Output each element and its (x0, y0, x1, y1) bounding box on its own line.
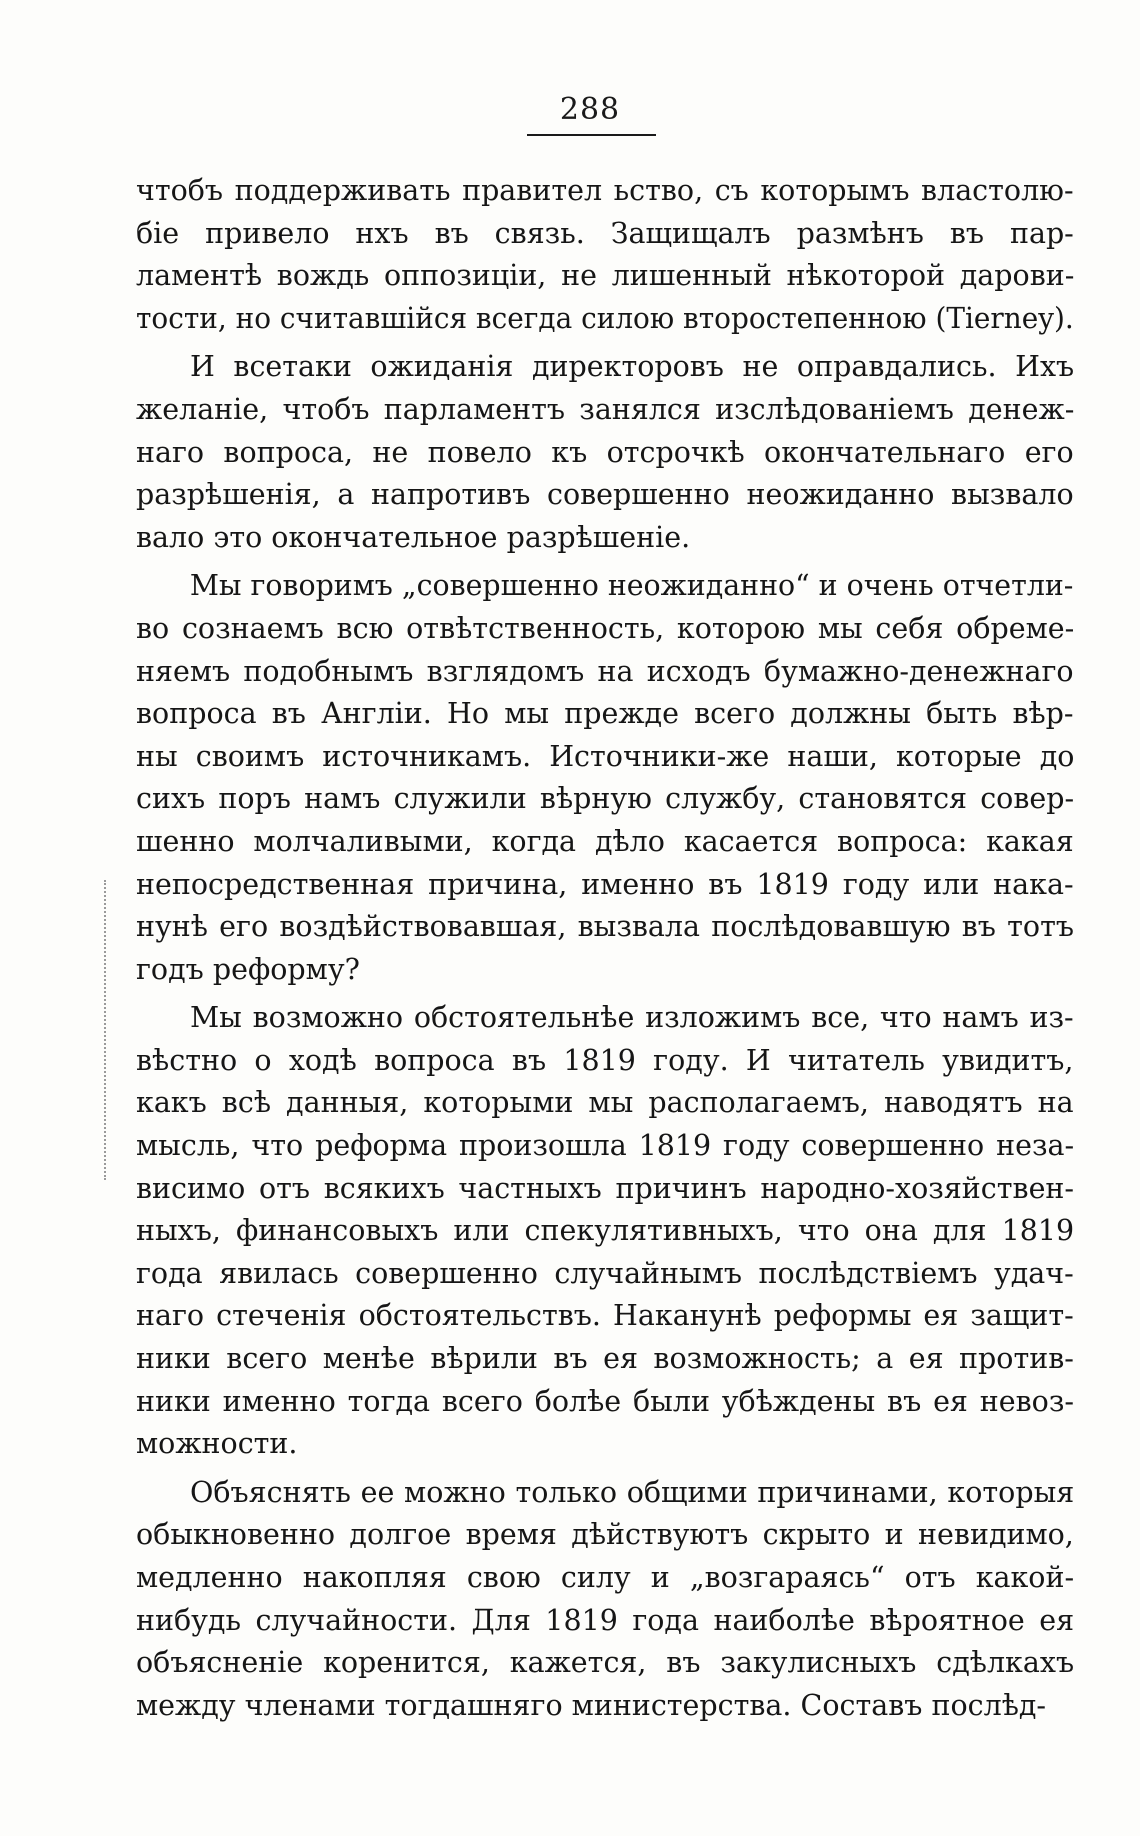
text-line: года явилась совершенно случайнымъ послѣдствіемъ удач- (136, 1256, 1074, 1290)
text-line: нунѣ его воздѣйствовавшая, вызвала послѣдовавшую въ тотъ (136, 910, 1074, 944)
text-line: мысль, что реформа произошла 1819 году совершенно неза- (136, 1129, 1075, 1163)
text-line: нибудь случайности. Для 1819 года наиболѣе вѣроятное ея (136, 1603, 1075, 1637)
text-line: Мы возможно обстоятельнѣе изложимъ все, что намъ из- (190, 1001, 1074, 1035)
paragraph (136, 346, 1074, 559)
text-line: тости, но считавшійся всегда силою второстепенною (Tierney). (136, 301, 1074, 335)
text-line: висимо отъ всякихъ частныхъ причинъ народно-хозяйствен- (136, 1171, 1075, 1205)
text-line: чтобъ поддерживать правител ьство, съ которымъ властолю- (136, 174, 1074, 207)
text-line: ныхъ, финансовыхъ или спекулятивныхъ, что она для 1819 (136, 1214, 1075, 1248)
text-line: Объяснять ее можно только общими причинами, которыя (190, 1475, 1075, 1509)
text-line: медленно накопляя свою силу и „возгараясь“ отъ какой- (136, 1561, 1075, 1594)
text-line: сихъ поръ намъ служили вѣрную службу, становятся совер- (136, 782, 1075, 816)
text-line: наго стеченія обстоятельствъ. Наканунѣ реформы ея защит- (136, 1299, 1074, 1333)
paragraph (136, 170, 1074, 340)
text-line: разрѣшенія, а напротивъ совершенно неожиданно вызвало (136, 478, 1074, 512)
text-line: няемъ подобнымъ взглядомъ на исходъ бумажно-денежнаго (136, 654, 1074, 688)
text-line: вопроса въ Англіи. Но мы прежде всего должны быть вѣр- (136, 697, 1074, 731)
text-line: ламентѣ вождь оппозиціи, не лишенный нѣкоторой дарови- (136, 259, 1075, 293)
text-line: Мы говоримъ „совершенно неожиданно“ и очень отчетли- (189, 569, 1074, 603)
page-number-rule (527, 134, 656, 136)
text-line: ники именно тогда всего болѣе были убѣждены въ ея невоз- (136, 1384, 1074, 1418)
text-line: наго вопроса, не повело къ отсрочкѣ окончательнаго его (136, 435, 1074, 469)
text-line: какъ всѣ данныя, которыми мы располагаемъ, наводятъ на (136, 1086, 1074, 1120)
body-text (136, 170, 1074, 1727)
text-line: ники всего менѣе вѣрили въ ея возможность; а ея против- (136, 1342, 1074, 1376)
text-line: И всетаки ожиданія директоровъ не оправдались. Ихъ (190, 350, 1075, 384)
text-line: ны своимъ источникамъ. Источники-же наши, которые до (136, 739, 1075, 773)
paragraph (136, 1472, 1074, 1728)
text-line: вѣстно о ходѣ вопроса въ 1819 году. И читатель увидитъ, (136, 1043, 1074, 1077)
text-line: во сознаемъ всю отвѣтственность, которою мы себя обреме- (136, 611, 1075, 645)
paragraph (136, 565, 1074, 991)
text-line: біе привело нхъ въ связь. Защищалъ размѣнъ въ пар- (136, 216, 1074, 250)
margin-dotted-line (104, 880, 110, 1180)
text-line: между членами тогдашняго министерства. Составъ послѣд- (136, 1688, 1047, 1722)
page-number: 288 (559, 92, 621, 127)
text-line: годъ реформу? (136, 952, 360, 986)
text-line: желаніе, чтобъ парламентъ занялся изслѣдованіемъ денеж- (136, 392, 1075, 426)
text-line: вало это окончательное разрѣшеніе. (136, 520, 691, 554)
text-line: можности. (136, 1427, 298, 1461)
text-line: объясненіе коренится, кажется, въ закулисныхъ сдѣлкахъ (136, 1646, 1075, 1680)
text-line: непосредственная причина, именно въ 1819 году или нака- (136, 867, 1074, 901)
paragraph (136, 997, 1074, 1466)
text-line: обыкновенно долгое время дѣйствуютъ скрыто и невидимо, (136, 1518, 1074, 1552)
text-line: шенно молчаливыми, когда дѣло касается вопроса: какая (136, 824, 1074, 858)
